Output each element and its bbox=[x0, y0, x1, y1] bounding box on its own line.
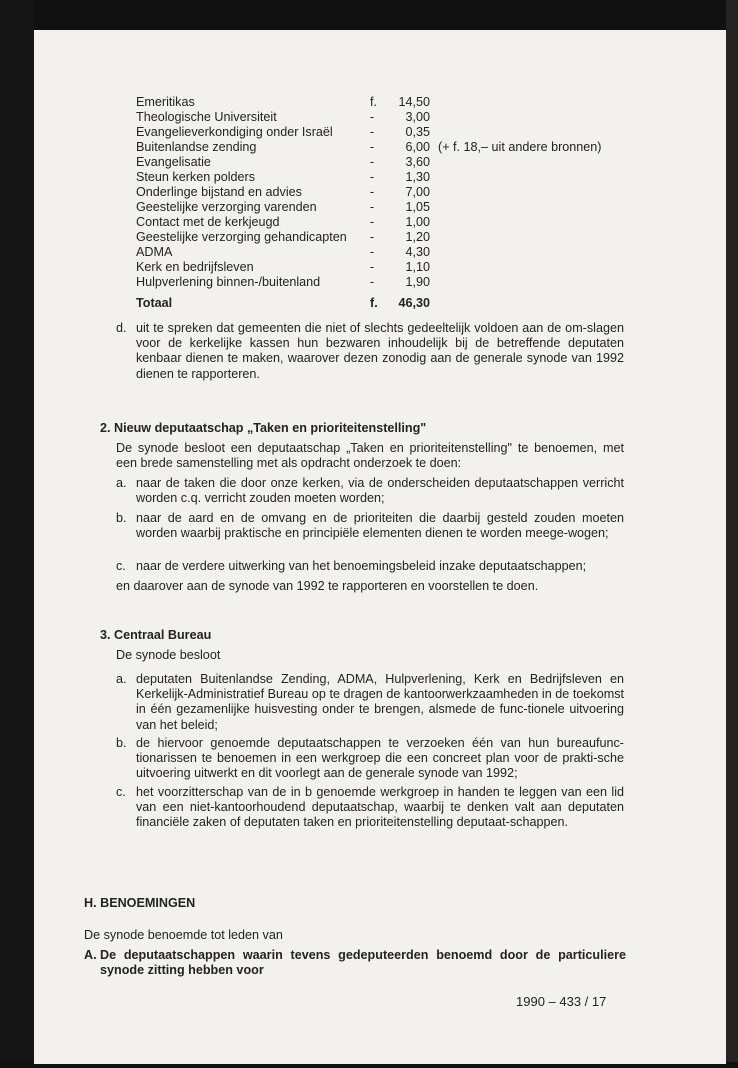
scan-left-edge bbox=[0, 0, 34, 1068]
section-3-intro: De synode besloot bbox=[116, 648, 221, 662]
section-h-heading: H. BENOEMINGEN bbox=[84, 896, 196, 910]
document-page: Emeritikas f. 14,50 Theologische Universiteit - 3,00 Evangelieverkondiging onder Israël - 0,35 Buitenlandse zending - 6,00 (+ f. 18,– uit andere bronnen) Evangelisatie - 3,60 Steun kerken polders - 1,30 Onderlinge bijstand en advies - 7,00 Geestelijke verzorging varenden - 1,05 Contact met de kerkjeugd - 1,00 Geestelijke verzorging gehandicapten - 1,20 ADMA - 4,30 Kerk en bedrijfsleven - 1,10 Hulpverlening binnen-/buitenland - 1,90 Totaal f. 46,30 d. uit te spreken dat gemeenten die niet of slechts gedeeltelijk voldoen aan de om-slagen voor de kerkelijke kassen hun bezwaren inhoudelijk bij de betreffende deputaten kenbaar dienen te maken, waarover dezen zonodig aan de generale synode van 1992 dienen te rapporteren. 2. Nieuw deputaatschap „Taken en prioriteitenstelling" De synode besloot een deputaatschap „Taken en prioriteitenstelling" te benoemen, met een brede samenstelling met als opdracht onderzoek te doen: a. naar de taken die door onze kerken, via de onderscheiden deputaatschappen verricht worden c.q. verricht zouden moeten worden; b. naar de aard en de omvang en de prioriteiten die daarbij gesteld zouden moeten worden waarbij praktische en principiële elementen dienen te worden meege-wogen; c. naar de verdere uitwerking van het benoemingsbeleid inzake deputaatschappen; en daarover aan de synode van 1992 te rapporteren en voorstellen te doen. 3. Centraal Bureau De synode besloot a. deputaten Buitenlandse Zending, ADMA, Hulpverlening, Kerk en Bedrijfsleven en Kerkelijk-Administratief Bureau op te dragen de kantoorwerkzaamheden in de toekomst in één gezamenlijke huisvesting onder te brengen, alsmede de func-tionele uitvoering van het beleid; b. de hiervoor genoemde deputaatschappen te verzoeken één van hun bureaufunc-tionarissen te benoemen in een werkgroep die een concreet plan voor de prakti-sche uitvoering uitwerkt en dit voorlegt aan de generale synode van 1992; c. het voorzitterschap van de in b genoemde werkgroep in handen te leggen van een lid van een niet-kantoorhoudend deputaatschap, waarbij te denken valt aan deputaten financiële zaken of deputaten taken en prioriteitenstelling deputaat-schappen. H. BENOEMINGEN De synode benoemde tot leden van A. De deputaatschappen waarin tevens gedeputeerden benoemd door de particuliere synode zitting hebben voor 1990 – 433 / 17 bbox=[34, 30, 726, 1064]
section-2-intro: De synode besloot een deputaatschap „Taken en prioriteitenstelling" te benoemen, met een brede samenstelling met als opdracht onderzoek te doen: bbox=[116, 441, 624, 471]
section-2-closing: en daarover aan de synode van 1992 te rapporteren en voorstellen te doen. bbox=[116, 579, 539, 593]
section-3-heading: 3. Centraal Bureau bbox=[100, 628, 212, 642]
page-reference: 1990 – 433 / 17 bbox=[516, 994, 607, 1009]
scan-right-edge bbox=[726, 0, 738, 1068]
scan-top-edge bbox=[0, 0, 738, 30]
table-row-note: (+ f. 18,– uit andere bronnen) bbox=[438, 140, 602, 154]
section-h-intro: De synode benoemde tot leden van bbox=[84, 928, 283, 942]
section-2-heading: 2. Nieuw deputaatschap „Taken en prioriteitenstelling" bbox=[100, 421, 427, 435]
